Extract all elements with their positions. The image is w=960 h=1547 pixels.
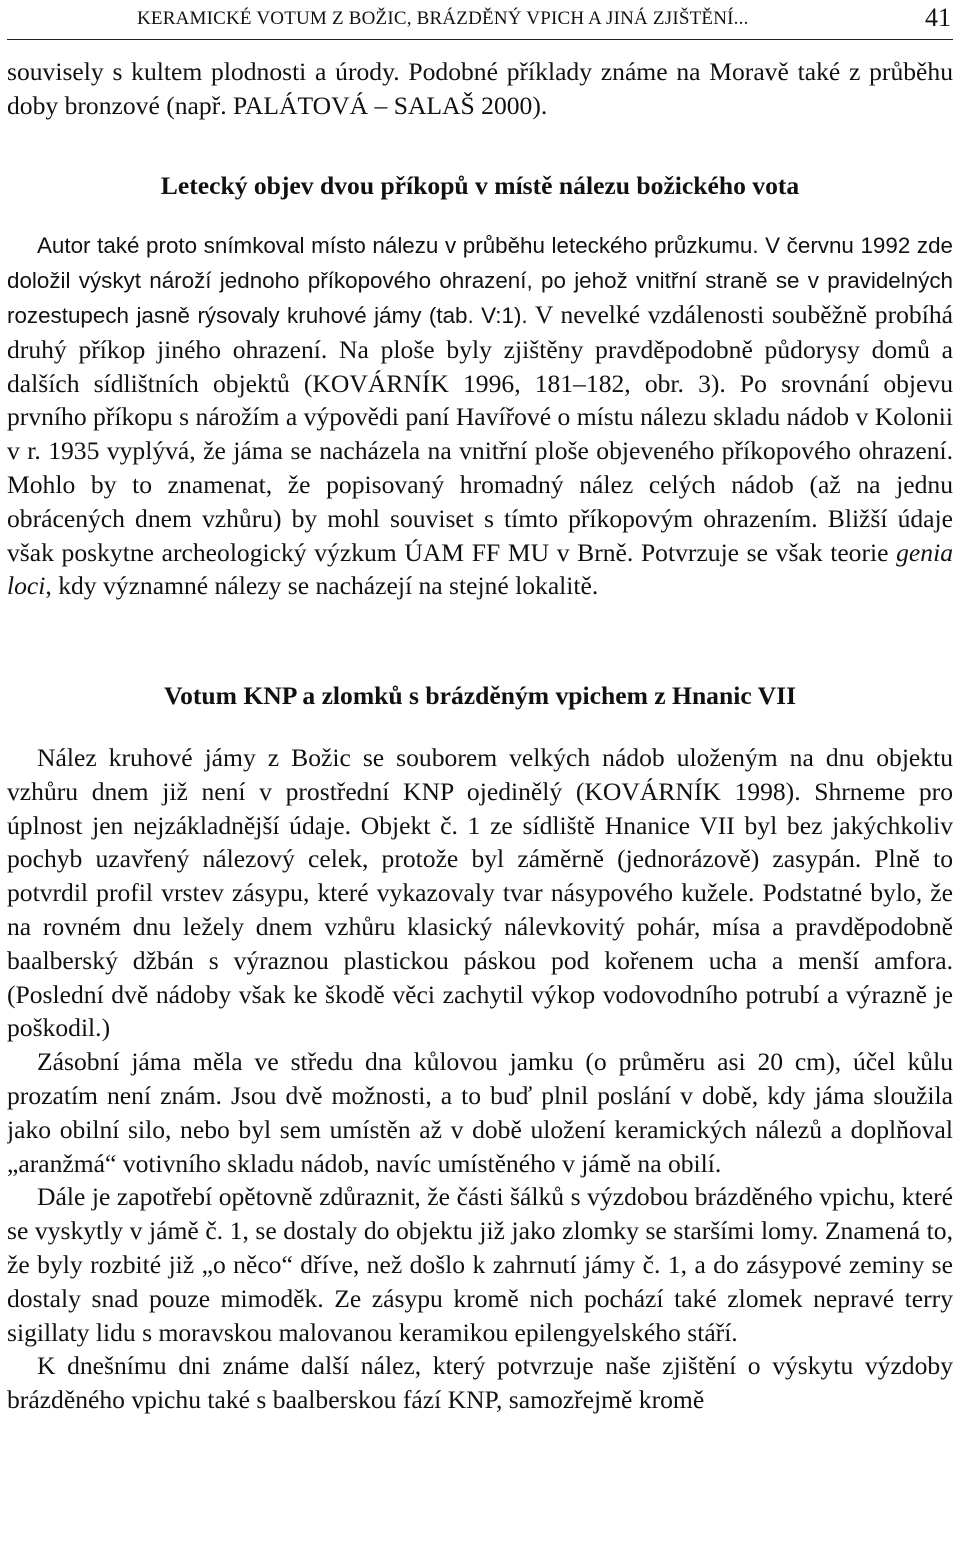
running-header [7, 3, 953, 40]
paragraph-aerial-survey [7, 228, 953, 603]
section-heading-aerial-discovery: Letecký objev dvou příkopů v místě nálezu božického vota [160, 170, 800, 200]
page-number: 41 [925, 3, 951, 32]
running-title: KERAMICKÉ VOTUM Z BOŽIC, BRÁZDĚNÝ VPICH A JINÁ ZJIŠTĚNÍ... [137, 8, 749, 29]
text-passage: V nevelké vzdálenosti souběžně probíhá druhý příkop jiného ohrazení. Na ploše byly zjištěny pravděpodobně půdorysy domů a dalších sídlištních objektů (KOVÁRNÍK 1996, 181–182, obr. 3). Po srovnání objevu prvního příkopu s nárožím a výpovědi paní Havířové o místu nálezu skladu nádob v Kolonii v r. 1935 vyplývá, že jáma se nacházela na vnitřní ploše objeveného příkopového ohrazení. Mohlo by to znamenat, že popisovaný hromadný nález celých nádob (až na jednu obrácených dnem vzhůru) by mohl souviset s tímto příkopovým ohrazením. Bližší údaje však poskytne archeologický výzkum ÚAM FF MU v Brně. Potvrzuje se však teorie [7, 299, 953, 567]
document-page [7, 0, 953, 1547]
paragraph-further-find: K dnešnímu dni známe další nález, který potvrzuje naše zjištění o výskytu výzdoby brázděného vpichu také s baalberskou fází KNP, samozřejmě kromě [7, 1351, 953, 1415]
italic-term: genia loci [7, 537, 953, 601]
text-passage-end: , kdy významné nálezy se nacházejí na stejné lokalitě. [45, 571, 599, 601]
paragraph-storage-pit: Zásobní jáma měla ve středu dna kůlovou jamku (o průměru asi 20 cm), účel kůlu prozatím není znám. Jsou dvě možnosti, a to buď plnil poslání v době, kdy jáma sloužila jako obilní silo, nebo byl sem umístěn až v době uložení keramických nálezů a doplňoval „aranžmá“ votivního skladu nádob, navíc umístěného v jámě na obilí. [7, 1047, 953, 1178]
intro-paragraph: souvisely s kultem plodnosti a úrody. Podobné příklady známe na Moravě také z průběhu doby bronzové (např. PALÁTOVÁ – SALAŠ 2000). [7, 57, 953, 120]
paragraph-furrowed-fragments: Dále je zapotřebí opětovně zdůraznit, že části šálků s výzdobou brázděného vpichu, které se vyskytly v jámě č. 1, se dostaly do objektu již jako zlomky se staršími lomy. Znamená to, že byly rozbité již „o něco“ dříve, než došlo k zahrnutí jámy č. 1, a do zásypové zeminy se dostaly snad pouze mimoděk. Ze zásypu kromě nich pochází také zlomek nepravé terry sigillaty lidu s moravskou malovanou keramikou epilengyelského stáří. [7, 1182, 953, 1347]
sans-passage: Autor také proto snímkoval místo nálezu v průběhu leteckého průzkumu. V červnu 1992 zde doložil výskyt nároží jednoho příkopového ohrazení, po jehož vnitřní straně se v pravidelných rozestupech jasně rýsovaly kruhové jámy (tab. V:1). [7, 233, 953, 328]
paragraph-hnanice-find: Nález kruhové jámy z Božic se souborem velkých nádob uloženým na dnu objektu vzhůru dnem již není v prostřední KNP ojedinělý (KOVÁRNÍK 1998). Shrneme pro úplnost jen nejzákladnější údaje. Objekt č. 1 ze sídliště Hnanice VII byl bez jakýchkoliv pochyb uzavřený nálezový celek, protože byl záměrně (jednorázově) zasypán. Plně to potvrdil profil vrstev zásypu, které vykazovaly tvar násypového kužele. Podstatné bylo, že na rovném dnu ležely dnem vzhůru klasický nálevkovitý pohár, mísa a pravděpodobně baalberský džbán s výraznou plastickou páskou pod kořenem ucha a menší amfora. (Poslední dvě nádoby však ke škodě věci zachytil výkop vodovodního potrubí a výrazně je poškodil.) [7, 742, 953, 1043]
section-heading-votum-knp: Votum KNP a zlomků s brázděným vpichem z Hnanic VII [163, 681, 797, 711]
